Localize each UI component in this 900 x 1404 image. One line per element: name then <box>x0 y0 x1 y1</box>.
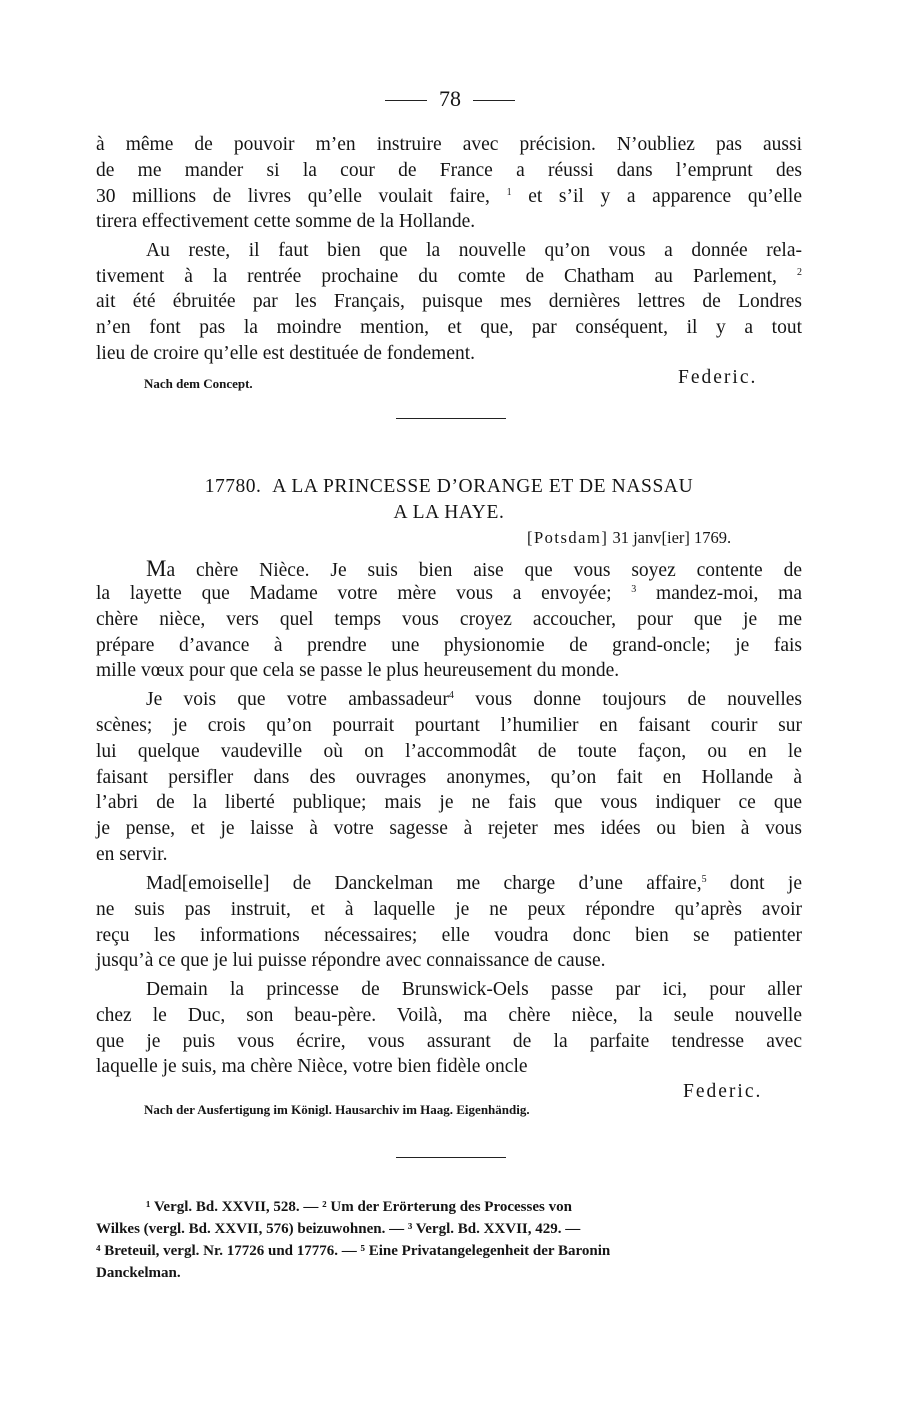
text-line: faisant persifler dans des ouvrages anonymes, qu’on fait en Hollande à <box>96 767 802 788</box>
page-number-dash-right <box>473 100 515 101</box>
footnote-ref: 2 <box>797 267 802 278</box>
text-line: l’abri de la liberté publique; mais je ne fais que vous indiquer ce que <box>96 792 802 813</box>
letter-title-line2: A LA HAYE. <box>393 502 505 523</box>
section-divider <box>396 418 506 419</box>
text-line: chère nièce, vers quel temps vous croyez accoucher, pour que je me <box>96 609 802 630</box>
dateline <box>527 528 731 548</box>
footnote-line: Danckelman. <box>96 1265 181 1281</box>
text-line: Au reste, il faut bien que la nouvelle qu’on vous a donnée rela- <box>146 240 802 261</box>
signature: Federic. <box>678 367 758 388</box>
text-line: prépare d’avance à prendre une physionomie de grand-oncle; je fais <box>96 635 802 656</box>
initial-letter: M <box>146 556 167 581</box>
source-note: Nach dem Concept. <box>144 376 253 391</box>
text-line: Mad[emoiselle] de Danckelman me charge d’une affaire,$^5$ dont je <box>146 873 802 894</box>
place: [Potsdam] <box>527 528 609 547</box>
text-line: je pense, et je laisse à votre sagesse à rejeter mes idées ou bien à vous <box>96 818 802 839</box>
footnote-line: ⁴ Breteuil, vergl. Nr. 17726 und 17776. — ⁵ Eine Privatangelegenheit der Baronin <box>96 1243 611 1259</box>
text-line: ait été ébruitée par les Français, puisque mes dernières lettres de Londres <box>96 291 802 312</box>
text-line: 30 millions de livres qu’elle voulait faire, $^1$ et s’il y a apparence qu’elle <box>96 186 802 207</box>
text-line: Ma chère Nièce. Je suis bien aise que vous soyez contente de <box>146 556 802 581</box>
text-line: scènes; je crois qu’on pourrait pourtant l’humilier en faisant courir sur <box>96 715 802 736</box>
text-line: jusqu’à ce que je lui puisse répondre avec connaissance de cause. <box>96 950 606 971</box>
text-line: laquelle je suis, ma chère Nièce, votre bien fidèle oncle <box>96 1056 528 1077</box>
text-line: mille vœux pour que cela se passe le plus heureusement du monde. <box>96 660 620 681</box>
footnote-ref: 1 <box>506 187 512 198</box>
footnote-line: ¹ Vergl. Bd. XXVII, 528. — ² Um der Erörterung des Processes von <box>146 1199 572 1215</box>
footnote-ref: 4 <box>448 690 454 701</box>
text-line: à même de pouvoir m’en instruire avec précision. N’oubliez pas aussi <box>96 134 802 155</box>
text-line: de me mander si la cour de France a réussi dans l’emprunt des <box>96 160 802 181</box>
text-line: ne suis pas instruit, et à laquelle je ne peux répondre qu’après avoir <box>96 899 802 920</box>
page-number <box>0 86 900 112</box>
letter-heading <box>96 476 802 498</box>
text-line: n’en font pas la moindre mention, et que, par conséquent, il y a tout <box>96 317 802 338</box>
text-line: tivement à la rentrée prochaine du comte de Chatham au Parlement, $^2$ <box>96 266 802 287</box>
page-number-dash-left <box>385 100 427 101</box>
letter-title: A LA PRINCESSE D’ORANGE ET DE NASSAU <box>272 476 694 497</box>
text-line: lieu de croire qu’elle est destituée de fondement. <box>96 343 476 364</box>
text-line: en servir. <box>96 844 168 865</box>
footnote-divider <box>396 1157 506 1158</box>
text-line: tirera effectivement cette somme de la Hollande. <box>96 211 476 232</box>
footnote-ref: 3 <box>631 584 637 595</box>
signature: Federic. <box>683 1081 763 1102</box>
text-line: lui quelque vaudeville où on l’accommodât de toute façon, ou en le <box>96 741 802 762</box>
text-line: Je vois que votre ambassadeur$^4$ vous donne toujours de nouvelles <box>146 689 802 710</box>
text-line: la layette que Madame votre mère vous a envoyée; $^3$ mandez-moi, ma <box>96 583 802 604</box>
text-line: reçu les informations nécessaires; elle voudra donc bien se patienter <box>96 925 802 946</box>
text-line: que je puis vous écrire, vous assurant de la parfaite tendresse avec <box>96 1031 802 1052</box>
page-number-value: 78 <box>439 86 461 111</box>
source-note: Nach der Ausfertigung im Königl. Hausarchiv im Haag. Eigenhändig. <box>144 1102 530 1117</box>
date: 31 janv[ier] 1769. <box>612 528 732 547</box>
text-line: Demain la princesse de Brunswick-Oels passe par ici, pour aller <box>146 979 802 1000</box>
text-line: chez le Duc, son beau-père. Voilà, ma chère nièce, la seule nouvelle <box>96 1005 802 1026</box>
footnote-ref: 5 <box>701 874 707 885</box>
letter-number: 17780. <box>204 476 262 497</box>
footnote-line: Wilkes (vergl. Bd. XXVII, 576) beizuwohnen. — ³ Vergl. Bd. XXVII, 429. — <box>96 1221 581 1237</box>
